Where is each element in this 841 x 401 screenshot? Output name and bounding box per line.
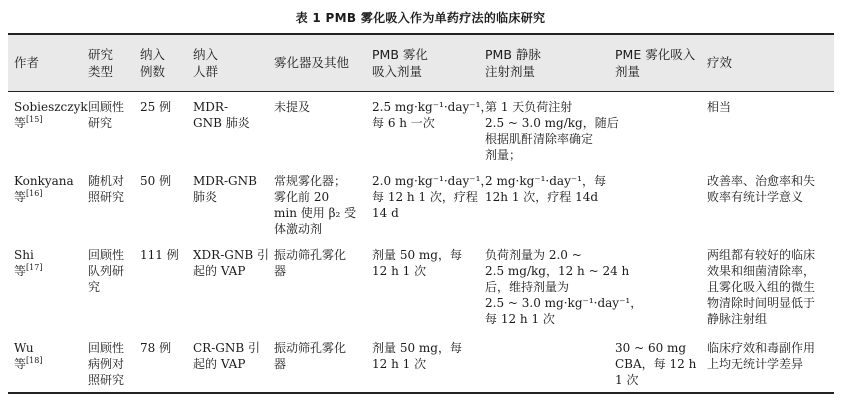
reference-marker: [16] xyxy=(26,189,43,198)
header-population: 纳入 人群 xyxy=(193,47,219,79)
header-study-type: 研究 类型 xyxy=(88,47,114,79)
header-inhaled-dose: PMB 雾化 吸入剂量 xyxy=(372,47,428,79)
author-name: Konkyana 等 xyxy=(14,174,74,204)
header-author: 作者 xyxy=(14,55,40,70)
cell-sample-size: 111 例 xyxy=(140,248,179,262)
cell-inhaled-dose: 2.5 mg·kg⁻¹·day⁻¹， 每 6 h 一次 xyxy=(372,100,493,130)
cell-author xyxy=(14,99,88,131)
table-top-rule xyxy=(8,33,834,35)
author-name: Wu 等 xyxy=(14,341,34,371)
cell-efficacy: 改善率、治愈率和失 败率有统计学意义 xyxy=(707,174,816,204)
table-caption: 表 1 PMB 雾化吸入作为单药疗法的临床研究 xyxy=(295,11,546,25)
cell-study-type: 回顾性 队列研 究 xyxy=(88,248,125,294)
cell-efficacy: 相当 xyxy=(707,100,732,114)
header-nebulizer: 雾化器及其他 xyxy=(274,55,350,70)
cell-sample-size: 50 例 xyxy=(140,174,172,188)
reference-marker: [17] xyxy=(26,263,43,272)
cell-pme-dose: 30 ~ 60 mg CBA，每 12 h 1 次 xyxy=(615,341,697,387)
cell-inhaled-dose: 2.0 mg·kg⁻¹·day⁻¹， 每 12 h 1 次，疗程 14 d xyxy=(372,174,493,220)
reference-marker: [15] xyxy=(26,115,43,124)
cell-author xyxy=(14,173,74,205)
cell-sample-size: 25 例 xyxy=(140,100,172,114)
cell-population: XDR-GNB 引 起的 VAP xyxy=(193,248,269,278)
header-efficacy: 疗效 xyxy=(707,55,733,70)
cell-iv-dose: 负荷剂量为 2.0 ~ 2.5 mg/kg，12 h ~ 24 h 后，维持剂量为 2.5 ~ 3.0 mg·kg⁻¹·day⁻¹， 每 12 h 1 次 xyxy=(485,248,643,326)
header-iv-dose: PMB 静脉 注射剂量 xyxy=(485,47,541,79)
cell-efficacy: 临床疗效和毒副作用 上均无统计学差异 xyxy=(707,341,816,371)
table-header-rule xyxy=(8,91,834,92)
cell-nebulizer: 振动筛孔雾化 器 xyxy=(274,341,347,371)
cell-nebulizer: 振动筛孔雾化 器 xyxy=(274,248,347,278)
author-name: Shi 等 xyxy=(14,248,34,278)
cell-population: CR-GNB 引 起的 VAP xyxy=(193,341,260,371)
cell-inhaled-dose: 剂量 50 mg，每 12 h 1 次 xyxy=(372,248,462,278)
cell-study-type: 回顾性 病例对 照研究 xyxy=(88,341,125,387)
cell-population: MDR-GNB 肺炎 xyxy=(193,174,257,204)
cell-study-type: 随机对 照研究 xyxy=(88,174,125,204)
header-pme-dose: PME 雾化吸入 剂量 xyxy=(615,47,696,79)
header-sample-size: 纳入 例数 xyxy=(140,47,166,79)
table-bottom-rule xyxy=(8,392,834,394)
cell-nebulizer: 未提及 xyxy=(274,100,311,114)
cell-iv-dose: 第 1 天负荷注射 2.5 ~ 3.0 mg/kg，随后 根据肌酐清除率确定 剂量； xyxy=(485,100,619,162)
cell-author xyxy=(14,247,42,279)
reference-marker: [18] xyxy=(26,356,43,365)
cell-efficacy: 两组都有较好的临床 效果和细菌清除率， 且雾化吸入组的微生 物清除时间明显低于 静脉注射组 xyxy=(707,248,816,326)
cell-study-type: 回顾性 研究 xyxy=(88,100,125,130)
cell-nebulizer: 常规雾化器； 雾化前 20 min 使用 β₂ 受 体激动剂 xyxy=(274,174,357,236)
cell-population: MDR- GNB 肺炎 xyxy=(193,100,250,130)
cell-author xyxy=(14,340,42,372)
cell-sample-size: 78 例 xyxy=(140,341,172,355)
cell-inhaled-dose: 剂量 50 mg，每 12 h 1 次 xyxy=(372,341,462,371)
author-name: Sobieszczyk 等 xyxy=(14,100,88,130)
cell-iv-dose: 2 mg·kg⁻¹·day⁻¹，每 12h 1 次，疗程 14d xyxy=(485,174,606,204)
